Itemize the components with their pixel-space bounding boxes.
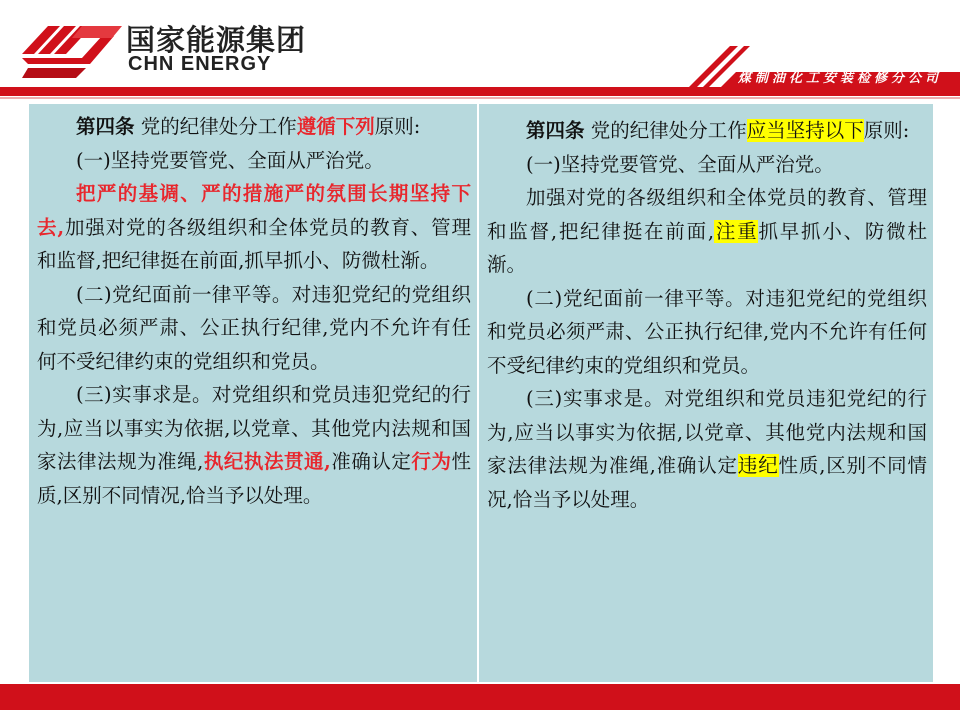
text-run: 加强对党的各级组织和全体党员的教育、管理和监督,把纪律挺在前面, (487, 186, 927, 243)
right-principle-3 (487, 382, 927, 516)
text-run: 准确认定 (330, 450, 412, 473)
text-run: 加强对党的各级组织和全体党员的教育、管理和监督,把纪律挺在前面,抓早抓小、防微杜渐。 (37, 215, 471, 272)
header-red-bar (0, 87, 960, 96)
text-run: 抓早抓小、防微杜渐。 (487, 219, 927, 276)
left-column (29, 104, 479, 682)
text-run: 性质,区别不同情况,恰当予以处理。 (487, 454, 927, 511)
left-article-heading (37, 110, 471, 144)
right-principle-1-body (487, 181, 927, 282)
article-number: 第四条 (76, 115, 135, 138)
company-name: 煤制油化工安装检修分公司 (737, 71, 942, 86)
right-principle-1-title: (一)坚持党要管党、全面从严治党。 (526, 152, 834, 176)
text-run: (三)实事求是。对党组织和党员违犯党纪的行为,应当以事实为依据,以党章、其他党内法规和国家法律法规为准绳,准确认定 (487, 387, 927, 477)
text-run: (三)实事求是。对党组织和党员违犯党纪的行为,应当以事实为依据,以党章、其他党内法规和国家法律法规为准绳, (37, 383, 471, 473)
footer-red-bar (0, 684, 960, 710)
text-run: 原则: (863, 119, 910, 142)
right-column (479, 104, 933, 682)
text-run: 党的纪律处分工作 (134, 115, 297, 138)
right-principle-2: (二)党纪面前一律平等。对违犯党纪的党组织和党员必须严肃、公正执行纪律,党内不允许有任何不受纪律约束的党组织和党员。 (487, 286, 927, 377)
brand-name-cn: 国家能源集团 (126, 23, 307, 57)
highlighted-text: 应当坚持以下 (746, 119, 864, 142)
text-run: 党的纪律处分工作 (584, 119, 747, 142)
left-principle-1-body (37, 177, 471, 278)
left-principle-3 (37, 378, 471, 512)
chn-energy-logo-icon (22, 14, 122, 80)
emphasis-text: 把严的基调、严的措施严的氛围长期坚持下去, (37, 182, 471, 239)
comparison-table (28, 103, 934, 683)
highlighted-text: 注重 (714, 219, 759, 243)
highlighted-text: 违纪 (737, 454, 779, 477)
text-run: 性质,区别不同情况,恰当予以处理。 (37, 450, 471, 507)
right-article-heading (487, 114, 927, 148)
left-principle-2: (二)党纪面前一律平等。对违犯党纪的党组织和党员必须严肃、公正执行纪律,党内不允许有任何不受纪律约束的党组织和党员。 (37, 282, 471, 373)
header-red-line (0, 97, 960, 99)
emphasis-text: 行为 (411, 450, 452, 473)
emphasis-text: 遵循下列 (296, 115, 375, 138)
article-number: 第四条 (526, 119, 585, 142)
emphasis-text: 执纪执法贯通, (203, 450, 331, 473)
left-principle-1-title: (一)坚持党要管党、全面从严治党。 (76, 148, 384, 172)
text-run: 原则: (374, 115, 421, 138)
brand-name-en: CHN ENERGY (128, 53, 272, 75)
